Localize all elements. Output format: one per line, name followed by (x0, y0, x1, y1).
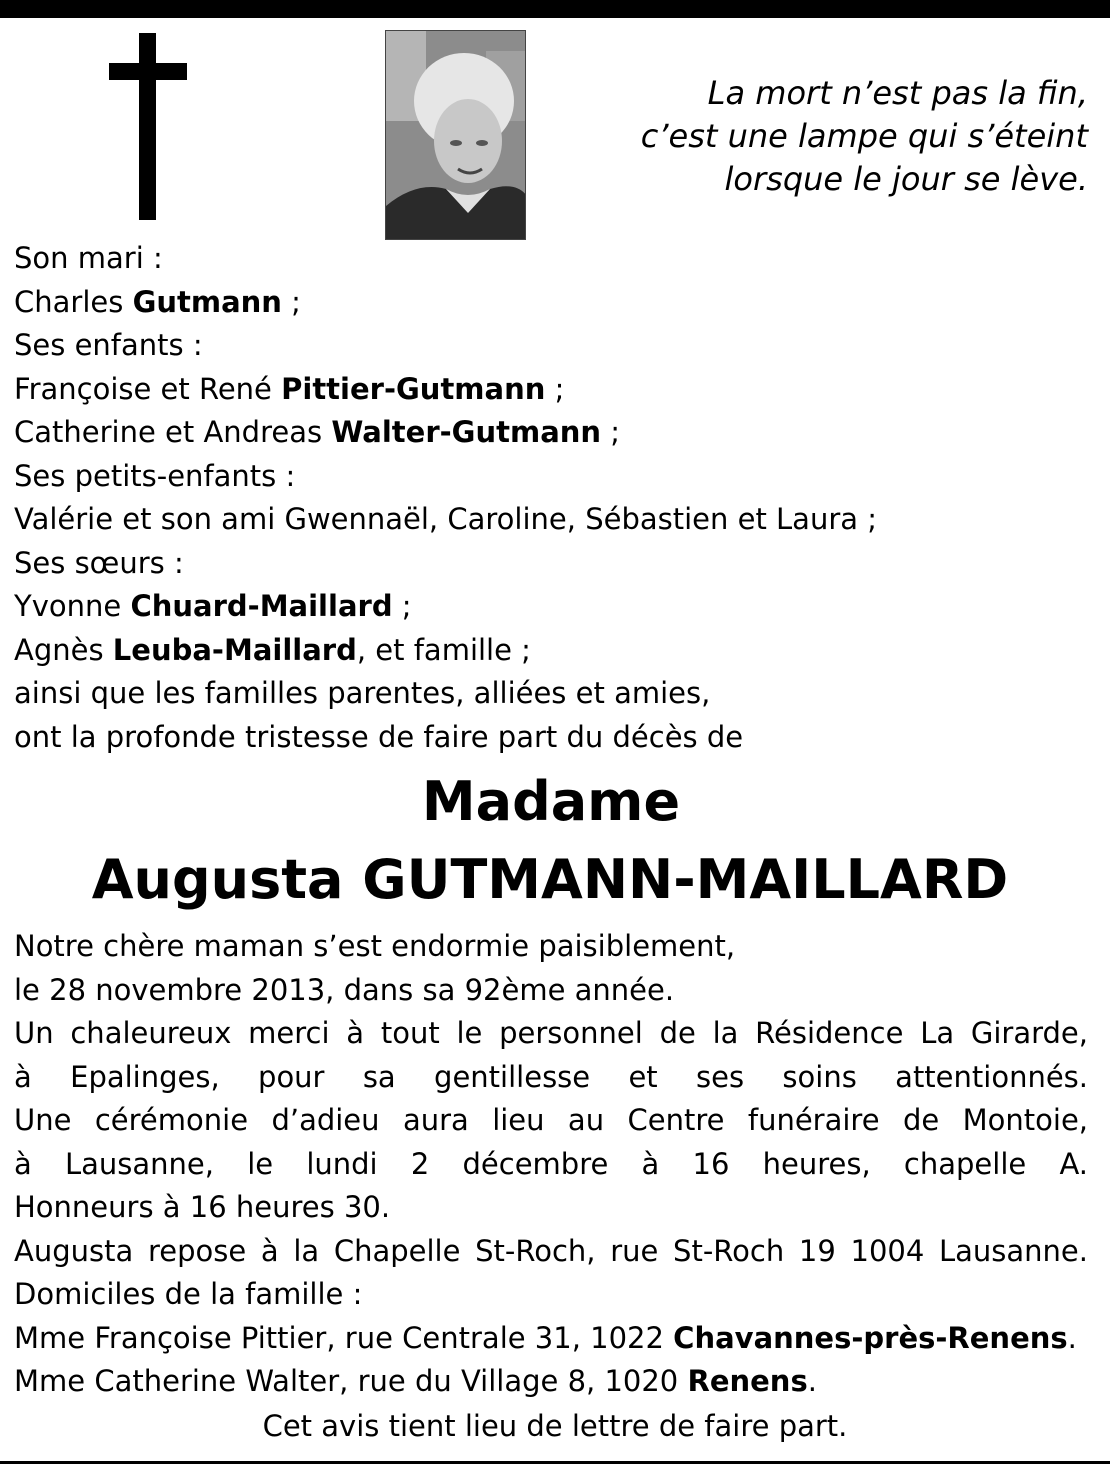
quote-line: c’est une lampe qui s’éteint (640, 117, 1088, 155)
detail-line: Un chaleureux merci à tout le personnel de la Résidence La Girarde, (14, 1016, 1088, 1050)
family-line: Valérie et son ami Gwennaël, Caroline, Sébastien et Laura ; (14, 502, 878, 536)
bottom-border (0, 1461, 1110, 1464)
family-line: Son mari : (14, 241, 163, 275)
quote-line: La mort n’est pas la fin, (707, 74, 1088, 112)
detail-line: Domiciles de la famille : (14, 1277, 363, 1311)
family-line: Charles Gutmann ; (14, 284, 301, 319)
detail-line: à Epalinges, pour sa gentillesse et ses soins attentionnés. (14, 1059, 1088, 1094)
detail-line: Honneurs à 16 heures 30. (14, 1190, 391, 1224)
deceased-title: Madame (421, 770, 681, 833)
epitaph-quote (568, 72, 1088, 201)
address-line: Mme Catherine Walter, rue du Village 8, 1020 Renens. (14, 1364, 817, 1398)
family-list (14, 237, 1094, 759)
detail-line: Notre chère maman s’est endormie paisiblement, (14, 929, 736, 963)
family-line: Yvonne Chuard-Maillard ; (14, 589, 412, 623)
family-line: Ses enfants : (14, 328, 203, 362)
detail-line: Augusta repose à la Chapelle St-Roch, rue St-Roch 19 1004 Lausanne. (14, 1233, 1088, 1268)
announcement-details (14, 925, 1088, 1404)
family-line: Agnès Leuba-Maillard, et famille ; (14, 632, 531, 667)
footer-note: Cet avis tient lieu de lettre de faire part. (262, 1409, 848, 1443)
detail-line: Une cérémonie d’adieu aura lieu au Centre funéraire de Montoie, (14, 1103, 1088, 1137)
family-line: Françoise et René Pittier-Gutmann ; (14, 371, 565, 406)
detail-line: à Lausanne, le lundi 2 décembre à 16 heures, chapelle A. (14, 1146, 1088, 1181)
family-line: ainsi que les familles parentes, alliées et amies, (14, 676, 711, 710)
deceased-name: Augusta GUTMANN-MAILLARD (91, 848, 1009, 911)
portrait-photo (385, 30, 526, 240)
top-border (0, 0, 1110, 18)
family-line: Ses sœurs : (14, 545, 184, 580)
address-line: Mme Françoise Pittier, rue Centrale 31, 1022 Chavannes-près-Renens. (14, 1320, 1077, 1355)
family-line: Catherine et Andreas Walter-Gutmann ; (14, 415, 621, 449)
family-line: ont la profonde tristesse de faire part du décès de (14, 719, 744, 754)
detail-line: le 28 novembre 2013, dans sa 92ème année. (14, 972, 675, 1007)
family-line: Ses petits-enfants : (14, 458, 296, 493)
quote-line: lorsque le jour se lève. (724, 160, 1088, 198)
